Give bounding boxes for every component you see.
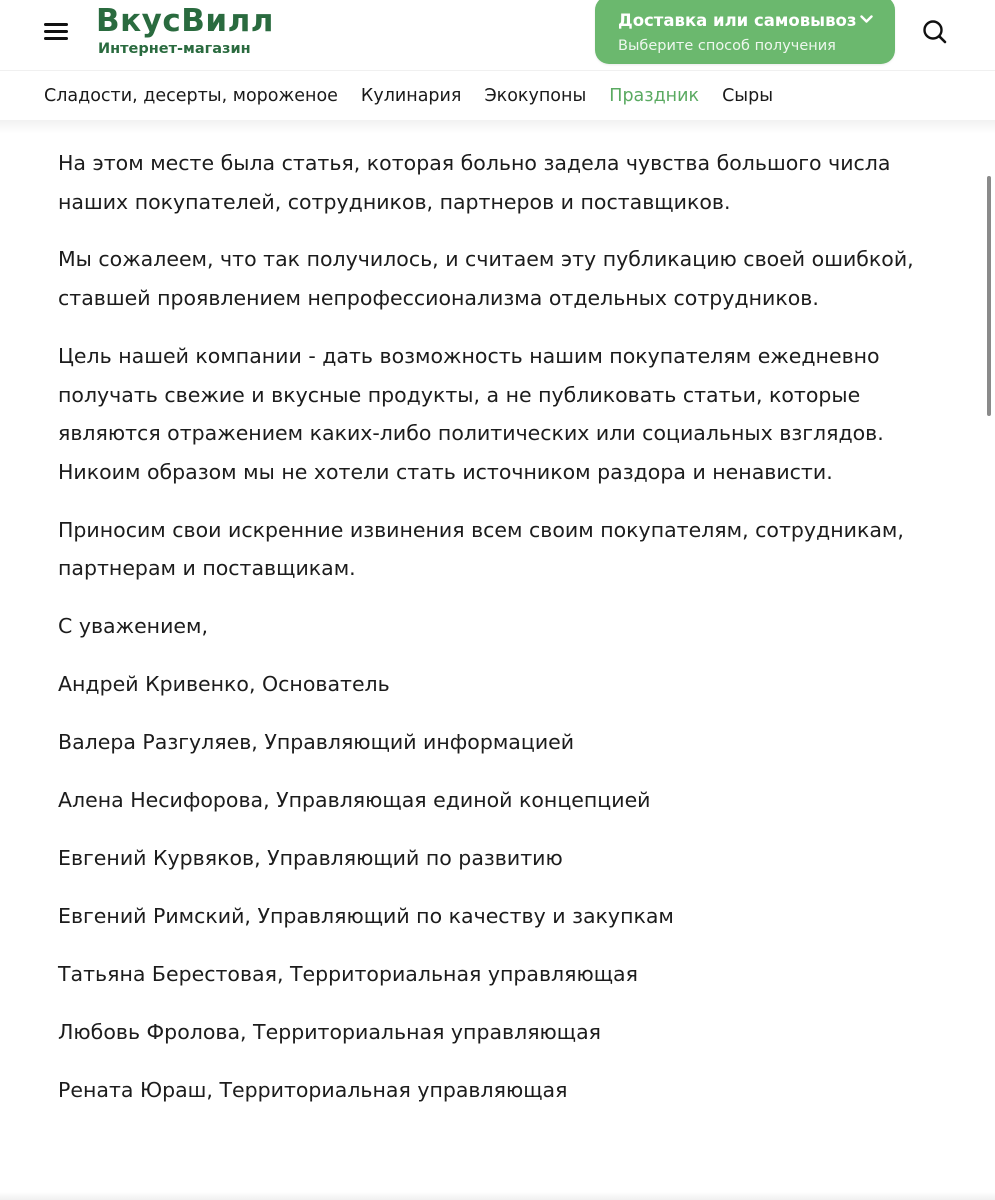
category-holiday[interactable]: Праздник (609, 85, 700, 106)
logo-wordmark: ВкусВилл (96, 3, 275, 39)
logo-subtitle: Интернет-магазин (98, 41, 251, 57)
signature-line: Евгений Римский, Управляющий по качеству и закупкам (58, 904, 674, 929)
category-cheeses[interactable]: Сыры (722, 85, 774, 106)
signature-line: Любовь Фролова, Территориальная управляющая (58, 1020, 602, 1045)
vertical-scrollbar[interactable] (987, 176, 991, 416)
closing-line: С уважением, (58, 614, 209, 639)
search-button[interactable] (921, 18, 949, 46)
signature-line: Андрей Кривенко, Основатель (58, 672, 390, 697)
category-cooking[interactable]: Кулинария (360, 85, 462, 106)
signature-line: Рената Юраш, Территориальная управляющая (58, 1078, 568, 1103)
signature-line: Евгений Курвяков, Управляющий по развитию (58, 846, 563, 871)
category-ecocoupons[interactable]: Экокупоны (484, 85, 587, 106)
category-nav (0, 70, 995, 120)
site-header (0, 0, 995, 70)
article-paragraph: Приносим свои искренние извинения всем своим покупателям, сотрудникам, партнерам и поставщикам. (58, 517, 904, 581)
hamburger-icon-line (44, 37, 68, 40)
chevron-down-icon (860, 8, 873, 30)
delivery-title: Доставка или самовывоз (618, 11, 857, 30)
signature-line: Татьяна Берестовая, Территориальная управляющая (58, 962, 638, 987)
delivery-subtitle: Выберите способ получения (618, 38, 836, 54)
hamburger-menu-button[interactable] (44, 20, 70, 42)
nav-shadow-divider (0, 120, 995, 134)
article-paragraph: На этом месте была статья, которая больно задела чувства большого числа наших покупателей, сотрудников, партнеров и поставщиков. (58, 151, 891, 214)
signature-line: Алена Несифорова, Управляющая единой концепцией (58, 788, 651, 813)
delivery-method-button[interactable] (595, 0, 895, 64)
article-paragraph: Цель нашей компании - дать возможность нашим покупателям ежедневно получать свежие и вкусные продукты, а не публиковать статьи, которые являются отражением каких-либо политических или социальных взглядов. Никоим образом мы не хотели стать источником раздора и ненависти. (58, 343, 884, 484)
article-paragraph: Мы сожалеем, что так получилось, и считаем эту публикацию своей ошибкой, ставшей проявлением непрофессионализма отдельных сотрудников. (58, 247, 914, 311)
hamburger-icon (44, 23, 68, 26)
signature-line: Валера Разгуляев, Управляющий информацией (58, 730, 575, 755)
bottom-edge-shade (0, 1192, 995, 1200)
category-sweets[interactable]: Сладости, десерты, мороженое (44, 85, 338, 106)
apology-article (58, 144, 938, 1129)
delivery-title-row (618, 8, 895, 32)
logo[interactable] (96, 2, 274, 58)
hamburger-icon-line (44, 30, 68, 33)
search-icon (921, 18, 949, 46)
